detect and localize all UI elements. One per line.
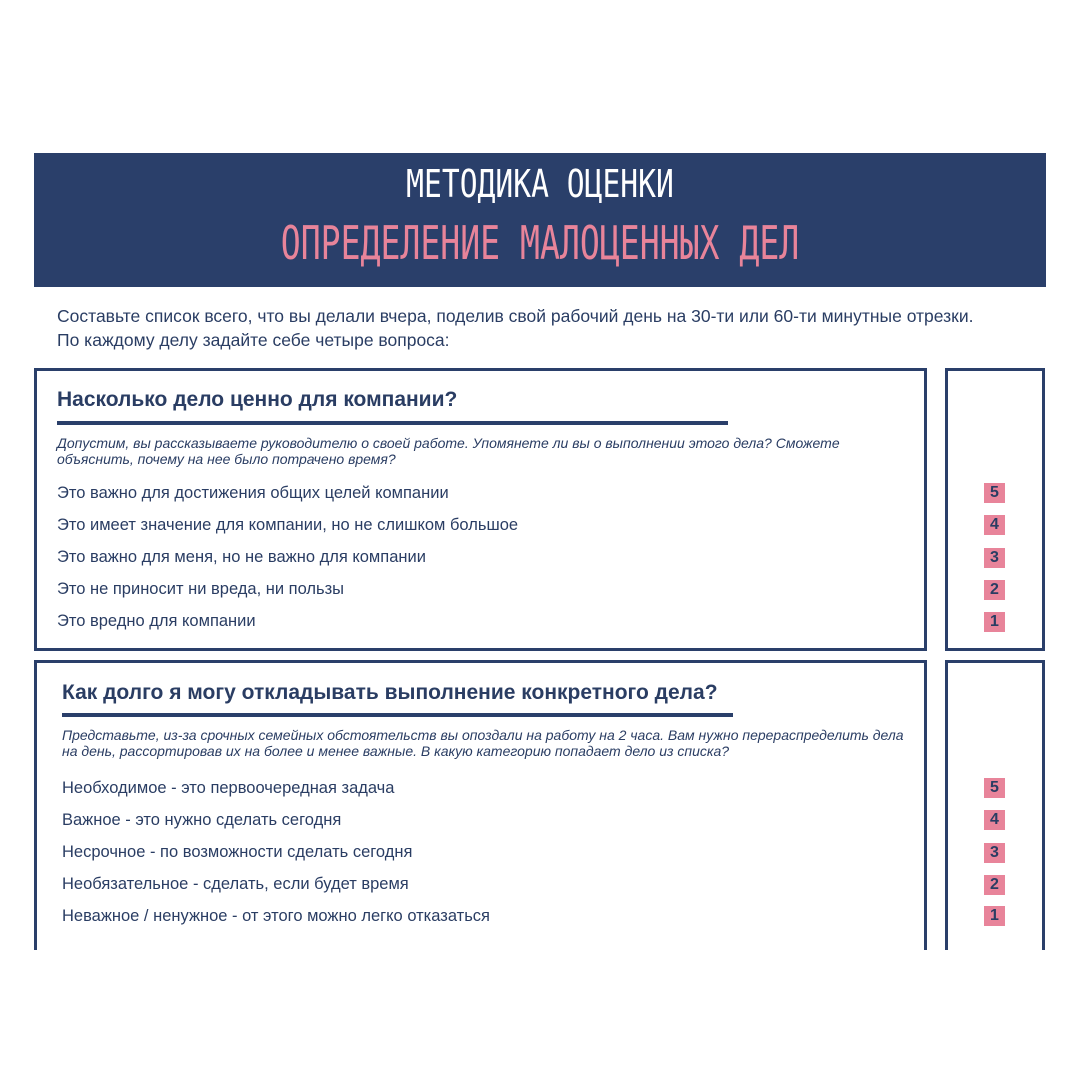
score-badge-1-2: 2 bbox=[984, 580, 1005, 600]
intro-line-1: Составьте список всего, что вы делали вчера, поделив свой рабочий день на 30-ти или 60-ти минутные отрезки. bbox=[57, 306, 974, 326]
question-title-2: Как долго я могу откладывать выполнение конкретного дела? bbox=[62, 681, 718, 704]
option-2-3: Несрочное - по возможности сделать сегодня bbox=[62, 843, 413, 861]
score-badge-1-4: 4 bbox=[984, 515, 1005, 535]
score-badge-2-3: 3 bbox=[984, 843, 1005, 863]
question-rule-2 bbox=[62, 713, 733, 717]
score-panel-1 bbox=[945, 368, 1045, 651]
option-1-1: Это вредно для компании bbox=[57, 612, 256, 630]
option-1-3: Это важно для меня, но не важно для компании bbox=[57, 548, 426, 566]
intro-line-2: По каждому делу задайте себе четыре вопроса: bbox=[57, 330, 450, 350]
question-note-1: Допустим, вы рассказываете руководителю о своей работе. Упомянете ли вы о выполнении этого дела? Сможете объяснить, почему на нее было потрачено время? bbox=[57, 435, 840, 467]
score-badge-2-2: 2 bbox=[984, 875, 1005, 895]
question-rule-1 bbox=[57, 421, 728, 425]
score-badge-2-5: 5 bbox=[984, 778, 1005, 798]
option-2-1: Неважное / ненужное - от этого можно легко отказаться bbox=[62, 907, 490, 925]
option-2-2: Необязательное - сделать, если будет время bbox=[62, 875, 409, 893]
question-title-1: Насколько дело ценно для компании? bbox=[57, 388, 458, 411]
option-1-2: Это не приносит ни вреда, ни пользы bbox=[57, 580, 345, 598]
score-badge-1-3: 3 bbox=[984, 548, 1005, 568]
option-1-4: Это имеет значение для компании, но не слишком большое bbox=[57, 516, 519, 534]
score-badge-1-5: 5 bbox=[984, 483, 1005, 503]
score-badge-2-4: 4 bbox=[984, 810, 1005, 830]
score-badge-1-1: 1 bbox=[984, 612, 1005, 632]
option-1-5: Это важно для достижения общих целей компании bbox=[57, 484, 449, 502]
header-title: МЕТОДИКА ОЦЕНКИ bbox=[406, 162, 674, 206]
header-subtitle: ОПРЕДЕЛЕНИЕ МАЛОЦЕННЫХ ДЕЛ bbox=[280, 216, 800, 270]
option-2-5: Необходимое - это первоочередная задача bbox=[62, 779, 395, 797]
option-2-4: Важное - это нужно сделать сегодня bbox=[62, 811, 342, 829]
question-note-2: Представьте, из-за срочных семейных обстоятельств вы опоздали на работу на 2 часа. Вам нужно перераспределить дела на день, рассортировав их на более и менее важные. В какую категорию попадает дело из списка? bbox=[62, 727, 904, 759]
score-badge-2-1: 1 bbox=[984, 906, 1005, 926]
intro-text bbox=[57, 304, 1047, 352]
